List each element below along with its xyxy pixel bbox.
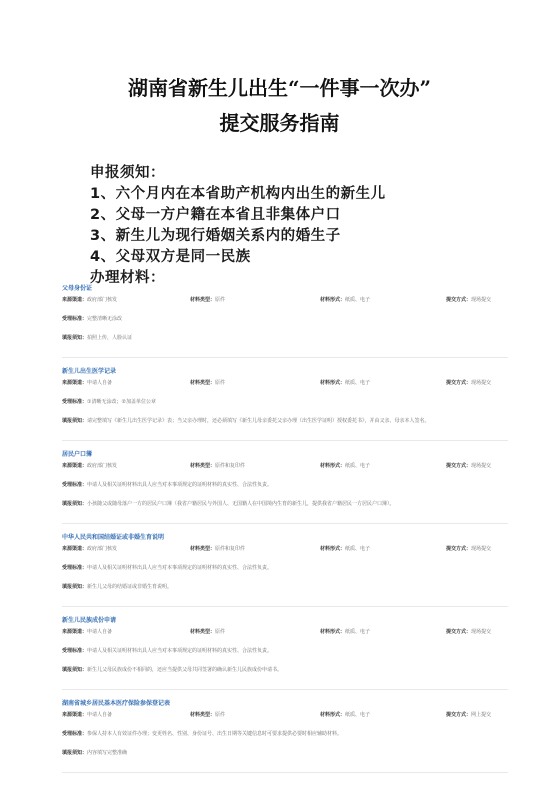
fill-label: 填报须知： — [62, 584, 88, 590]
standard-value: ①清晰无涂改；②加盖单位公章 — [87, 399, 156, 405]
standard-label: 受理标准： — [62, 399, 88, 405]
form-label: 材料形式： — [320, 712, 346, 718]
fill-label: 填报须知： — [62, 750, 88, 756]
standard-label: 受理标准： — [62, 316, 88, 322]
form-label: 材料形式： — [320, 297, 346, 303]
submit-value: 网上提交 — [471, 712, 492, 718]
submit-label: 提交方式： — [446, 629, 472, 635]
material-meta-row — [62, 462, 508, 481]
form-value: 纸质、电子 — [345, 546, 371, 552]
standard-label: 受理标准： — [62, 565, 88, 571]
material-name[interactable]: 湖南省城乡居民基本医疗保险参保登记表 — [62, 700, 171, 707]
standard-value: 申请人及相关证明材料出具人应当对本事项规定的证明材料的真实性、合法性负责。 — [87, 482, 273, 488]
submit-label: 提交方式： — [446, 380, 472, 386]
form-label: 材料形式： — [320, 629, 346, 635]
fill-label: 填报须知： — [62, 335, 88, 341]
submit-value: 现场提交 — [471, 629, 492, 635]
material-fill-row — [62, 417, 508, 436]
material-standard-row — [62, 647, 508, 666]
material-meta-row — [62, 628, 508, 647]
standard-value: 参保人持本人有效证件办理；变更姓名、性别、身份证号、出生日期等关键信息时可要求提供必要时相应辅助材料。 — [87, 731, 343, 737]
standard-value: 完整清晰无涂改 — [87, 316, 123, 322]
standard-label: 受理标准： — [62, 731, 88, 737]
type-value: 原件 — [215, 712, 226, 718]
material-fill-row — [62, 666, 508, 685]
material-card — [62, 533, 508, 607]
type-label: 材料类型： — [190, 629, 216, 635]
type-label: 材料类型： — [190, 380, 216, 386]
form-label: 材料形式： — [320, 380, 346, 386]
page-title: 湖南省新生儿出生“一件事一次办” — [127, 76, 431, 100]
submit-label: 提交方式： — [446, 712, 472, 718]
fill-label: 填报须知： — [62, 667, 88, 673]
source-label: 来源渠道： — [62, 297, 88, 303]
page-subtitle: 提交服务指南 — [219, 111, 340, 135]
submit-value: 现场提交 — [471, 546, 492, 552]
material-card — [62, 367, 508, 441]
fill-label: 填报须知： — [62, 418, 88, 424]
submit-label: 提交方式： — [446, 546, 472, 552]
fill-label: 填报须知： — [62, 501, 88, 507]
material-name[interactable]: 父母身份证 — [62, 285, 93, 292]
notice-section — [90, 163, 386, 289]
submit-value: 现场提交 — [471, 297, 492, 303]
notice-item: 3、新生儿为现行婚姻关系内的婚生子 — [90, 228, 341, 244]
fill-value: 拍照上传，人脸认证 — [87, 335, 133, 341]
fill-value: 请完整填写《新生儿出生医学记录》表；当父亲办理时，还必须填写《新生儿母亲委托父亲办理（出生医学证明）授权委托书》，并由父亲、母亲本人签名。 — [87, 418, 430, 424]
standard-value: 申请人及相关证明材料出具人应当对本事项规定的证明材料的真实性、合法性负责。 — [87, 565, 273, 571]
material-meta-row — [62, 379, 508, 398]
material-name[interactable]: 中华人民共和国结婚证或非婚生育说明 — [62, 534, 165, 541]
source-label: 来源渠道： — [62, 629, 88, 635]
source-label: 来源渠道： — [62, 546, 88, 552]
material-standard-row — [62, 315, 508, 334]
source-value: 申请人自备 — [87, 629, 113, 635]
material-standard-row — [62, 564, 508, 583]
form-value: 纸质、电子 — [345, 712, 371, 718]
source-value: 政府部门核发 — [87, 297, 118, 303]
form-label: 材料形式： — [320, 463, 346, 469]
submit-label: 提交方式： — [446, 463, 472, 469]
material-card — [62, 616, 508, 690]
source-label: 来源渠道： — [62, 712, 88, 718]
notice-item: 1、六个月内在本省助产机构内出生的新生儿 — [90, 186, 386, 202]
source-label: 来源渠道： — [62, 463, 88, 469]
fill-value: 新生儿父母的结婚证或非婚生育说明。 — [87, 584, 173, 590]
material-standard-row — [62, 481, 508, 500]
submit-value: 现场提交 — [471, 463, 492, 469]
type-value: 原件 — [215, 297, 226, 303]
material-card — [62, 699, 508, 773]
material-name[interactable]: 居民户口簿 — [62, 451, 93, 458]
material-meta-row — [62, 711, 508, 730]
type-value: 原件 — [215, 380, 226, 386]
type-label: 材料类型： — [190, 546, 216, 552]
notice-heading: 申报须知： — [90, 165, 165, 181]
fill-value: 小孩随父或随母落户一方的居民户口簿（我省户籍居民与外国人、无国籍人在中国境内生育的新生儿，提供我省户籍居民一方居民户口簿）。 — [87, 501, 395, 507]
standard-value: 申请人及相关证明材料出具人应当对本事项规定的证明材料的真实性、合法性负责。 — [87, 648, 273, 654]
material-meta-row — [62, 296, 508, 315]
standard-label: 受理标准： — [62, 648, 88, 654]
form-value: 纸质、电子 — [345, 629, 371, 635]
standard-label: 受理标准： — [62, 482, 88, 488]
material-fill-row — [62, 334, 508, 353]
source-value: 申请人自备 — [87, 712, 113, 718]
type-label: 材料类型： — [190, 712, 216, 718]
submit-value: 现场提交 — [471, 380, 492, 386]
material-fill-row — [62, 749, 508, 768]
form-value: 纸质、电子 — [345, 463, 371, 469]
material-standard-row — [62, 398, 508, 417]
type-value: 原件 — [215, 629, 226, 635]
material-standard-row — [62, 730, 508, 749]
type-label: 材料类型： — [190, 463, 216, 469]
submit-label: 提交方式： — [446, 297, 472, 303]
fill-value: 新生儿父母民族成份不相同的，还应当提供父母共同签署的确认新生儿民族成份申请书。 — [87, 667, 283, 673]
material-card — [62, 284, 508, 358]
type-label: 材料类型： — [190, 297, 216, 303]
materials-heading: 办理材料： — [90, 270, 165, 286]
form-value: 纸质、电子 — [345, 297, 371, 303]
material-fill-row — [62, 500, 508, 519]
material-card — [62, 450, 508, 524]
fill-value: 内容填写完整准确 — [87, 750, 128, 756]
form-value: 纸质、电子 — [345, 380, 371, 386]
material-meta-row — [62, 545, 508, 564]
type-value: 原件和复印件 — [215, 463, 246, 469]
form-label: 材料形式： — [320, 546, 346, 552]
materials-list — [62, 284, 508, 782]
source-value: 申请人自备 — [87, 380, 113, 386]
source-value: 政府部门核发 — [87, 463, 118, 469]
source-label: 来源渠道： — [62, 380, 88, 386]
material-name[interactable]: 新生儿出生医学记录 — [62, 368, 117, 375]
material-name[interactable]: 新生儿民族成份申请 — [62, 617, 117, 624]
notice-item: 2、父母一方户籍在本省且非集体户口 — [90, 207, 341, 223]
source-value: 政府部门核发 — [87, 546, 118, 552]
material-fill-row — [62, 583, 508, 602]
notice-item: 4、父母双方是同一民族 — [90, 249, 251, 265]
type-value: 原件和复印件 — [215, 546, 246, 552]
